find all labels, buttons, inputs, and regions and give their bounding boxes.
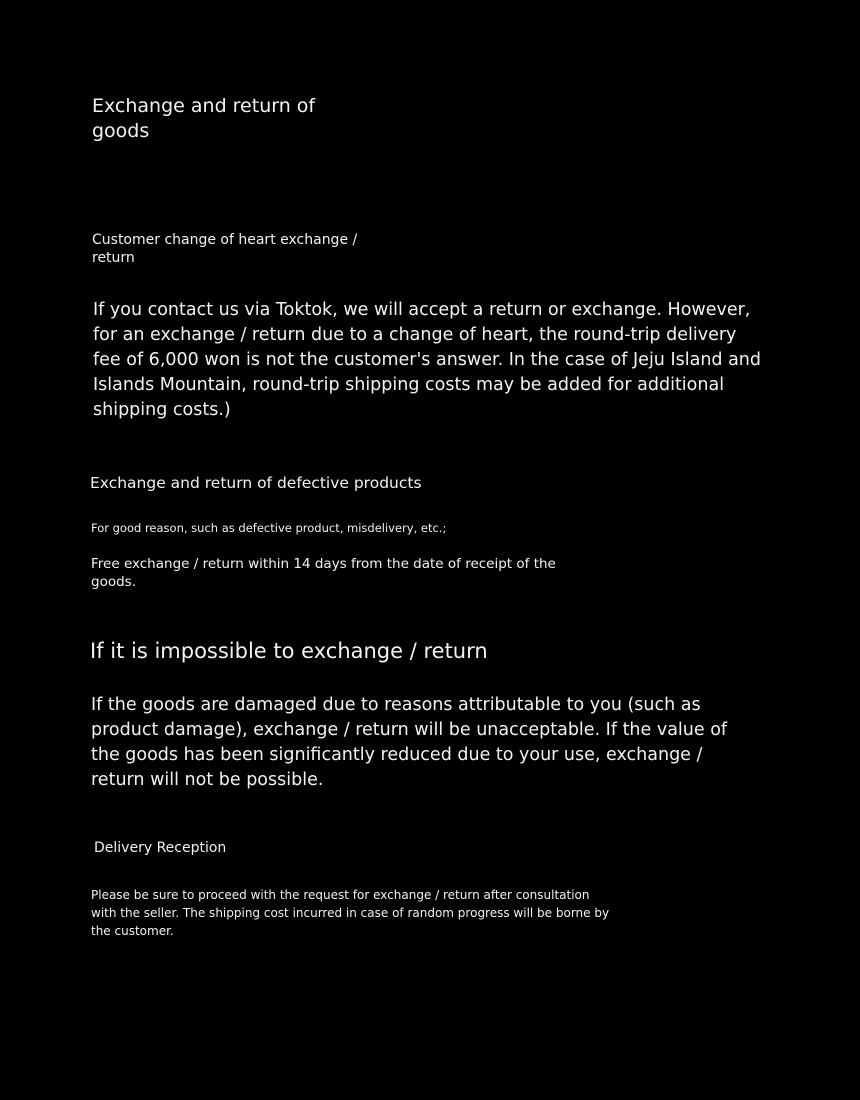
change-of-heart-text: If you contact us via Toktok, we will accept a return or exchange. However, for an exchange / return due to a change of heart, the round-trip delivery fee of 6,000 won is not the customer's answer. In the case of Jeju Island and Islands Mountain, round-trip shipping costs may be added for additional shipping costs.) [93,300,762,420]
delivery-reception-heading: Delivery Reception [94,840,227,856]
defective-reason-text: For good reason, such as defective product, misdelivery, etc.; [91,521,447,535]
impossible-exchange-text: If the goods are damaged due to reasons attributable to you (such as product damage), exchange / return will be unacceptable. If the value of the goods has been significantly reduced due to your use, exchange / return will not be possible. [91,695,728,790]
free-exchange-text: Free exchange / return within 14 days from the date of receipt of the goods. [91,556,556,590]
delivery-reception-text: Please be sure to proceed with the request for exchange / return after consultation with the seller. The shipping cost incurred in case of random progress will be borne by the customer. [91,888,610,938]
impossible-exchange-heading: If it is impossible to exchange / return [90,639,488,663]
page-title: Exchange and return of goods [92,95,316,142]
change-of-heart-heading: Customer change of heart exchange / return [92,232,358,266]
defective-products-heading: Exchange and return of defective products [90,474,422,492]
